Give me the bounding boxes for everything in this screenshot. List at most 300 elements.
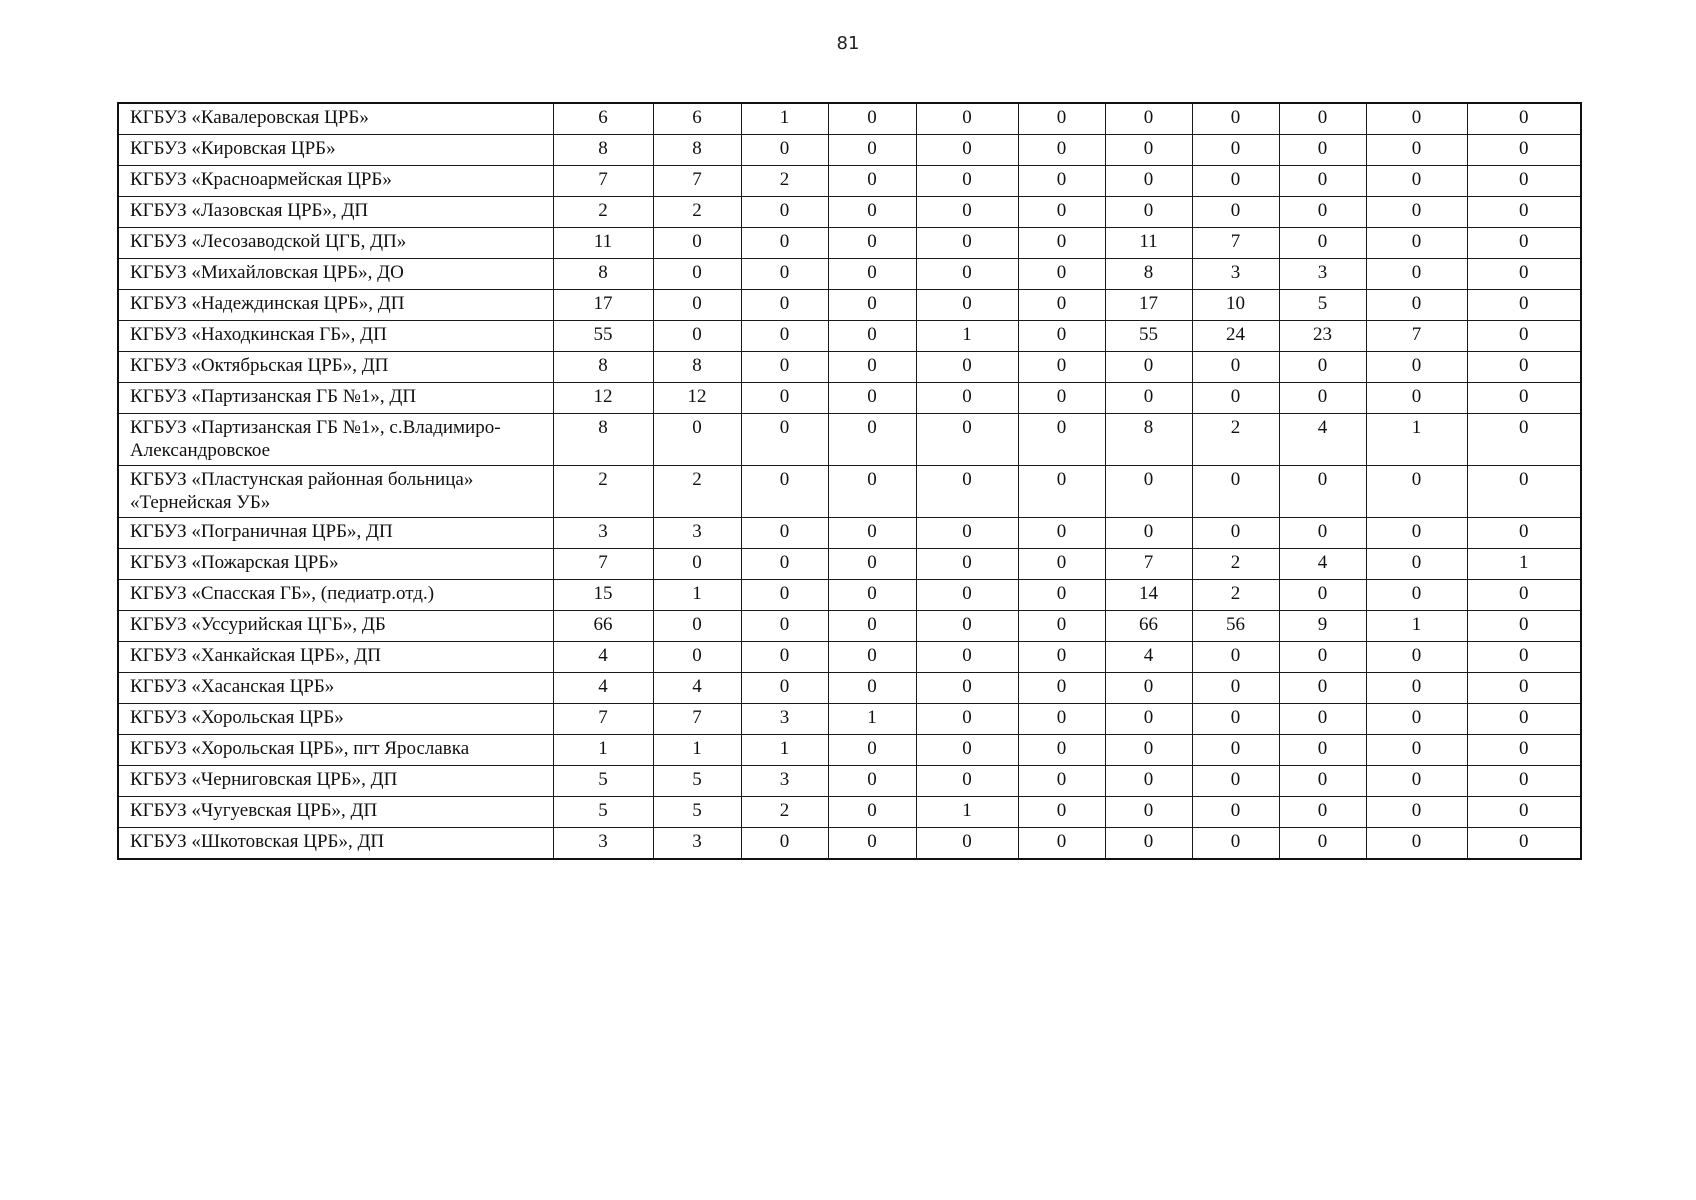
value-cell: 0 bbox=[916, 673, 1018, 704]
value-cell: 3 bbox=[653, 518, 741, 549]
value-cell: 0 bbox=[1192, 735, 1279, 766]
table-row bbox=[118, 797, 1581, 828]
value-cell: 0 bbox=[741, 549, 828, 580]
value-cell: 0 bbox=[1366, 166, 1467, 197]
value-cell: 0 bbox=[741, 642, 828, 673]
institution-name-cell: КГБУЗ «Спасская ГБ», (педиатр.отд.) bbox=[118, 580, 553, 611]
value-cell: 0 bbox=[1366, 735, 1467, 766]
value-cell: 0 bbox=[1192, 642, 1279, 673]
value-cell: 7 bbox=[1192, 228, 1279, 259]
value-cell: 0 bbox=[1105, 735, 1192, 766]
table-row bbox=[118, 766, 1581, 797]
table-row bbox=[118, 135, 1581, 166]
value-cell: 0 bbox=[916, 228, 1018, 259]
value-cell: 0 bbox=[653, 611, 741, 642]
value-cell: 0 bbox=[1192, 352, 1279, 383]
value-cell: 3 bbox=[553, 518, 653, 549]
value-cell: 2 bbox=[1192, 414, 1279, 466]
value-cell: 0 bbox=[1366, 228, 1467, 259]
value-cell: 0 bbox=[1279, 352, 1366, 383]
value-cell: 0 bbox=[1105, 197, 1192, 228]
value-cell: 0 bbox=[1018, 704, 1105, 735]
institution-name-cell: КГБУЗ «Кавалеровская ЦРБ» bbox=[118, 103, 553, 135]
institution-name-cell: КГБУЗ «Хорольская ЦРБ» bbox=[118, 704, 553, 735]
value-cell: 0 bbox=[916, 197, 1018, 228]
value-cell: 0 bbox=[1105, 166, 1192, 197]
value-cell: 0 bbox=[741, 580, 828, 611]
value-cell: 0 bbox=[916, 580, 1018, 611]
value-cell: 0 bbox=[1279, 466, 1366, 518]
value-cell: 0 bbox=[1018, 766, 1105, 797]
value-cell: 0 bbox=[741, 414, 828, 466]
value-cell: 0 bbox=[653, 414, 741, 466]
value-cell: 0 bbox=[1467, 466, 1581, 518]
institution-name-cell: КГБУЗ «Ханкайская ЦРБ», ДП bbox=[118, 642, 553, 673]
value-cell: 8 bbox=[553, 352, 653, 383]
value-cell: 0 bbox=[1279, 766, 1366, 797]
value-cell: 0 bbox=[828, 735, 916, 766]
value-cell: 0 bbox=[1105, 797, 1192, 828]
value-cell: 3 bbox=[553, 828, 653, 860]
table-row bbox=[118, 580, 1581, 611]
value-cell: 0 bbox=[1018, 383, 1105, 414]
value-cell: 0 bbox=[741, 466, 828, 518]
value-cell: 0 bbox=[1366, 828, 1467, 860]
value-cell: 6 bbox=[653, 103, 741, 135]
value-cell: 17 bbox=[553, 290, 653, 321]
value-cell: 0 bbox=[1467, 383, 1581, 414]
data-table bbox=[117, 102, 1582, 860]
value-cell: 2 bbox=[741, 166, 828, 197]
value-cell: 7 bbox=[553, 704, 653, 735]
value-cell: 0 bbox=[1192, 766, 1279, 797]
value-cell: 1 bbox=[916, 797, 1018, 828]
value-cell: 0 bbox=[1192, 135, 1279, 166]
value-cell: 0 bbox=[916, 135, 1018, 166]
value-cell: 0 bbox=[1467, 352, 1581, 383]
value-cell: 8 bbox=[1105, 414, 1192, 466]
value-cell: 0 bbox=[1018, 642, 1105, 673]
value-cell: 0 bbox=[916, 642, 1018, 673]
institution-name-cell: КГБУЗ «Михайловская ЦРБ», ДО bbox=[118, 259, 553, 290]
value-cell: 0 bbox=[1018, 197, 1105, 228]
value-cell: 0 bbox=[1192, 103, 1279, 135]
value-cell: 2 bbox=[553, 197, 653, 228]
value-cell: 0 bbox=[1279, 383, 1366, 414]
institution-name-cell: КГБУЗ «Пластунская районная больница» «Тернейская УБ» bbox=[118, 466, 553, 518]
value-cell: 0 bbox=[916, 549, 1018, 580]
value-cell: 2 bbox=[1192, 549, 1279, 580]
value-cell: 0 bbox=[1018, 673, 1105, 704]
value-cell: 11 bbox=[553, 228, 653, 259]
value-cell: 8 bbox=[553, 414, 653, 466]
table-row bbox=[118, 103, 1581, 135]
value-cell: 4 bbox=[553, 673, 653, 704]
value-cell: 4 bbox=[1279, 549, 1366, 580]
institution-name-cell: КГБУЗ «Уссурийская ЦГБ», ДБ bbox=[118, 611, 553, 642]
value-cell: 0 bbox=[653, 228, 741, 259]
value-cell: 5 bbox=[653, 766, 741, 797]
value-cell: 0 bbox=[916, 518, 1018, 549]
value-cell: 0 bbox=[1192, 466, 1279, 518]
value-cell: 0 bbox=[828, 611, 916, 642]
value-cell: 0 bbox=[916, 383, 1018, 414]
value-cell: 0 bbox=[1366, 642, 1467, 673]
value-cell: 0 bbox=[1467, 166, 1581, 197]
table-row bbox=[118, 673, 1581, 704]
page-number: 81 bbox=[836, 33, 860, 54]
value-cell: 0 bbox=[828, 197, 916, 228]
value-cell: 0 bbox=[828, 166, 916, 197]
value-cell: 0 bbox=[1279, 518, 1366, 549]
value-cell: 1 bbox=[553, 735, 653, 766]
table-row bbox=[118, 259, 1581, 290]
value-cell: 6 bbox=[553, 103, 653, 135]
value-cell: 0 bbox=[1467, 766, 1581, 797]
value-cell: 0 bbox=[1105, 135, 1192, 166]
value-cell: 0 bbox=[1467, 290, 1581, 321]
value-cell: 0 bbox=[1467, 135, 1581, 166]
value-cell: 0 bbox=[653, 549, 741, 580]
value-cell: 2 bbox=[653, 197, 741, 228]
value-cell: 0 bbox=[1467, 518, 1581, 549]
value-cell: 0 bbox=[1467, 735, 1581, 766]
value-cell: 0 bbox=[653, 290, 741, 321]
institution-name-cell: КГБУЗ «Пограничная ЦРБ», ДП bbox=[118, 518, 553, 549]
value-cell: 0 bbox=[1467, 321, 1581, 352]
table-row bbox=[118, 383, 1581, 414]
value-cell: 5 bbox=[1279, 290, 1366, 321]
value-cell: 0 bbox=[1192, 166, 1279, 197]
value-cell: 0 bbox=[1192, 704, 1279, 735]
value-cell: 8 bbox=[653, 135, 741, 166]
institution-name-cell: КГБУЗ «Партизанская ГБ №1», ДП bbox=[118, 383, 553, 414]
value-cell: 0 bbox=[741, 228, 828, 259]
value-cell: 0 bbox=[1018, 103, 1105, 135]
institution-name-cell: КГБУЗ «Октябрьская ЦРБ», ДП bbox=[118, 352, 553, 383]
value-cell: 0 bbox=[916, 259, 1018, 290]
value-cell: 0 bbox=[1467, 704, 1581, 735]
value-cell: 0 bbox=[1467, 103, 1581, 135]
table-row bbox=[118, 466, 1581, 518]
table-row bbox=[118, 549, 1581, 580]
value-cell: 0 bbox=[1467, 828, 1581, 860]
value-cell: 0 bbox=[828, 673, 916, 704]
value-cell: 0 bbox=[1018, 611, 1105, 642]
value-cell: 0 bbox=[916, 290, 1018, 321]
value-cell: 0 bbox=[1018, 259, 1105, 290]
institution-name-cell: КГБУЗ «Красноармейская ЦРБ» bbox=[118, 166, 553, 197]
value-cell: 0 bbox=[1018, 414, 1105, 466]
value-cell: 3 bbox=[653, 828, 741, 860]
value-cell: 0 bbox=[1366, 466, 1467, 518]
value-cell: 0 bbox=[1018, 797, 1105, 828]
value-cell: 1 bbox=[653, 735, 741, 766]
value-cell: 2 bbox=[553, 466, 653, 518]
institution-name-cell: КГБУЗ «Хорольская ЦРБ», пгт Ярославка bbox=[118, 735, 553, 766]
value-cell: 7 bbox=[653, 704, 741, 735]
value-cell: 7 bbox=[1366, 321, 1467, 352]
value-cell: 2 bbox=[1192, 580, 1279, 611]
value-cell: 0 bbox=[1279, 797, 1366, 828]
value-cell: 0 bbox=[1279, 735, 1366, 766]
value-cell: 0 bbox=[1018, 352, 1105, 383]
value-cell: 0 bbox=[1279, 580, 1366, 611]
value-cell: 0 bbox=[1366, 290, 1467, 321]
value-cell: 7 bbox=[553, 549, 653, 580]
value-cell: 0 bbox=[1467, 673, 1581, 704]
value-cell: 0 bbox=[828, 321, 916, 352]
value-cell: 0 bbox=[741, 383, 828, 414]
institution-name-cell: КГБУЗ «Пожарская ЦРБ» bbox=[118, 549, 553, 580]
value-cell: 9 bbox=[1279, 611, 1366, 642]
value-cell: 0 bbox=[1279, 166, 1366, 197]
value-cell: 23 bbox=[1279, 321, 1366, 352]
value-cell: 0 bbox=[1366, 383, 1467, 414]
value-cell: 0 bbox=[828, 828, 916, 860]
value-cell: 0 bbox=[1279, 828, 1366, 860]
value-cell: 1 bbox=[828, 704, 916, 735]
institution-name-cell: КГБУЗ «Партизанская ГБ №1», с.Владимиро-Александровское bbox=[118, 414, 553, 466]
value-cell: 0 bbox=[828, 642, 916, 673]
value-cell: 0 bbox=[741, 673, 828, 704]
value-cell: 12 bbox=[553, 383, 653, 414]
value-cell: 0 bbox=[1192, 518, 1279, 549]
value-cell: 0 bbox=[1366, 197, 1467, 228]
value-cell: 15 bbox=[553, 580, 653, 611]
table-row bbox=[118, 414, 1581, 466]
value-cell: 1 bbox=[916, 321, 1018, 352]
table-row bbox=[118, 611, 1581, 642]
table-row bbox=[118, 704, 1581, 735]
value-cell: 1 bbox=[653, 580, 741, 611]
value-cell: 3 bbox=[1279, 259, 1366, 290]
value-cell: 7 bbox=[1105, 549, 1192, 580]
table-row bbox=[118, 290, 1581, 321]
value-cell: 8 bbox=[553, 259, 653, 290]
institution-name-cell: КГБУЗ «Лесозаводской ЦГБ, ДП» bbox=[118, 228, 553, 259]
value-cell: 3 bbox=[741, 766, 828, 797]
value-cell: 0 bbox=[1018, 135, 1105, 166]
value-cell: 0 bbox=[741, 828, 828, 860]
table-row bbox=[118, 828, 1581, 860]
table-row bbox=[118, 352, 1581, 383]
value-cell: 0 bbox=[1467, 611, 1581, 642]
value-cell: 8 bbox=[1105, 259, 1192, 290]
value-cell: 0 bbox=[1018, 228, 1105, 259]
value-cell: 0 bbox=[1366, 673, 1467, 704]
table-row bbox=[118, 197, 1581, 228]
value-cell: 8 bbox=[653, 352, 741, 383]
value-cell: 0 bbox=[1467, 414, 1581, 466]
value-cell: 8 bbox=[553, 135, 653, 166]
value-cell: 0 bbox=[1018, 466, 1105, 518]
table-row bbox=[118, 166, 1581, 197]
value-cell: 1 bbox=[1366, 414, 1467, 466]
value-cell: 0 bbox=[741, 197, 828, 228]
value-cell: 0 bbox=[1192, 673, 1279, 704]
value-cell: 0 bbox=[1366, 797, 1467, 828]
value-cell: 0 bbox=[1105, 828, 1192, 860]
value-cell: 0 bbox=[741, 135, 828, 166]
value-cell: 0 bbox=[916, 352, 1018, 383]
value-cell: 0 bbox=[828, 259, 916, 290]
value-cell: 0 bbox=[1467, 580, 1581, 611]
value-cell: 0 bbox=[653, 642, 741, 673]
value-cell: 0 bbox=[741, 518, 828, 549]
value-cell: 4 bbox=[1279, 414, 1366, 466]
value-cell: 2 bbox=[741, 797, 828, 828]
institution-name-cell: КГБУЗ «Лазовская ЦРБ», ДП bbox=[118, 197, 553, 228]
value-cell: 14 bbox=[1105, 580, 1192, 611]
value-cell: 0 bbox=[1366, 135, 1467, 166]
value-cell: 0 bbox=[1279, 197, 1366, 228]
value-cell: 0 bbox=[741, 290, 828, 321]
value-cell: 0 bbox=[1105, 704, 1192, 735]
value-cell: 0 bbox=[1018, 166, 1105, 197]
value-cell: 0 bbox=[1467, 797, 1581, 828]
value-cell: 0 bbox=[828, 414, 916, 466]
value-cell: 0 bbox=[916, 766, 1018, 797]
value-cell: 3 bbox=[741, 704, 828, 735]
value-cell: 17 bbox=[1105, 290, 1192, 321]
value-cell: 56 bbox=[1192, 611, 1279, 642]
value-cell: 0 bbox=[1192, 797, 1279, 828]
value-cell: 0 bbox=[1192, 197, 1279, 228]
value-cell: 0 bbox=[1105, 673, 1192, 704]
value-cell: 0 bbox=[916, 611, 1018, 642]
value-cell: 0 bbox=[1366, 518, 1467, 549]
value-cell: 7 bbox=[553, 166, 653, 197]
value-cell: 0 bbox=[828, 466, 916, 518]
value-cell: 0 bbox=[1192, 383, 1279, 414]
table-body bbox=[118, 103, 1581, 859]
institution-name-cell: КГБУЗ «Хасанская ЦРБ» bbox=[118, 673, 553, 704]
value-cell: 0 bbox=[1105, 352, 1192, 383]
institution-name-cell: КГБУЗ «Кировская ЦРБ» bbox=[118, 135, 553, 166]
value-cell: 55 bbox=[553, 321, 653, 352]
value-cell: 0 bbox=[1467, 642, 1581, 673]
table-row bbox=[118, 321, 1581, 352]
value-cell: 0 bbox=[1366, 103, 1467, 135]
value-cell: 0 bbox=[1018, 735, 1105, 766]
value-cell: 0 bbox=[741, 352, 828, 383]
value-cell: 0 bbox=[741, 259, 828, 290]
value-cell: 3 bbox=[1192, 259, 1279, 290]
value-cell: 0 bbox=[916, 166, 1018, 197]
value-cell: 12 bbox=[653, 383, 741, 414]
value-cell: 0 bbox=[741, 611, 828, 642]
institution-name-cell: КГБУЗ «Надеждинская ЦРБ», ДП bbox=[118, 290, 553, 321]
value-cell: 0 bbox=[1105, 518, 1192, 549]
value-cell: 4 bbox=[553, 642, 653, 673]
institution-name-cell: КГБУЗ «Шкотовская ЦРБ», ДП bbox=[118, 828, 553, 860]
value-cell: 0 bbox=[916, 414, 1018, 466]
value-cell: 10 bbox=[1192, 290, 1279, 321]
value-cell: 0 bbox=[1018, 290, 1105, 321]
institution-name-cell: КГБУЗ «Находкинская ГБ», ДП bbox=[118, 321, 553, 352]
value-cell: 0 bbox=[1018, 321, 1105, 352]
value-cell: 0 bbox=[1366, 580, 1467, 611]
value-cell: 7 bbox=[653, 166, 741, 197]
value-cell: 0 bbox=[1366, 766, 1467, 797]
value-cell: 0 bbox=[1105, 466, 1192, 518]
value-cell: 0 bbox=[1279, 673, 1366, 704]
value-cell: 0 bbox=[1366, 549, 1467, 580]
value-cell: 0 bbox=[1105, 383, 1192, 414]
value-cell: 0 bbox=[1467, 197, 1581, 228]
value-cell: 0 bbox=[1366, 259, 1467, 290]
value-cell: 0 bbox=[828, 103, 916, 135]
value-cell: 0 bbox=[1366, 352, 1467, 383]
institution-name-cell: КГБУЗ «Черниговская ЦРБ», ДП bbox=[118, 766, 553, 797]
value-cell: 0 bbox=[916, 828, 1018, 860]
value-cell: 0 bbox=[741, 321, 828, 352]
value-cell: 0 bbox=[828, 135, 916, 166]
table-row bbox=[118, 228, 1581, 259]
value-cell: 1 bbox=[741, 735, 828, 766]
value-cell: 24 bbox=[1192, 321, 1279, 352]
value-cell: 0 bbox=[828, 290, 916, 321]
value-cell: 0 bbox=[1018, 518, 1105, 549]
value-cell: 0 bbox=[828, 518, 916, 549]
value-cell: 4 bbox=[653, 673, 741, 704]
value-cell: 0 bbox=[653, 321, 741, 352]
institution-name-cell: КГБУЗ «Чугуевская ЦРБ», ДП bbox=[118, 797, 553, 828]
value-cell: 5 bbox=[553, 766, 653, 797]
value-cell: 1 bbox=[741, 103, 828, 135]
value-cell: 0 bbox=[1467, 259, 1581, 290]
value-cell: 0 bbox=[828, 549, 916, 580]
value-cell: 0 bbox=[828, 580, 916, 611]
value-cell: 1 bbox=[1366, 611, 1467, 642]
table-row bbox=[118, 518, 1581, 549]
value-cell: 0 bbox=[1279, 135, 1366, 166]
value-cell: 5 bbox=[553, 797, 653, 828]
value-cell: 0 bbox=[828, 383, 916, 414]
value-cell: 0 bbox=[1467, 228, 1581, 259]
value-cell: 0 bbox=[1279, 704, 1366, 735]
value-cell: 2 bbox=[653, 466, 741, 518]
value-cell: 0 bbox=[1279, 642, 1366, 673]
value-cell: 0 bbox=[1105, 766, 1192, 797]
value-cell: 0 bbox=[828, 352, 916, 383]
value-cell: 5 bbox=[653, 797, 741, 828]
value-cell: 0 bbox=[1018, 828, 1105, 860]
value-cell: 11 bbox=[1105, 228, 1192, 259]
value-cell: 0 bbox=[653, 259, 741, 290]
value-cell: 0 bbox=[1105, 103, 1192, 135]
value-cell: 1 bbox=[1467, 549, 1581, 580]
value-cell: 0 bbox=[828, 797, 916, 828]
value-cell: 4 bbox=[1105, 642, 1192, 673]
value-cell: 0 bbox=[916, 704, 1018, 735]
value-cell: 0 bbox=[1279, 228, 1366, 259]
value-cell: 55 bbox=[1105, 321, 1192, 352]
value-cell: 0 bbox=[1018, 549, 1105, 580]
value-cell: 0 bbox=[1192, 828, 1279, 860]
value-cell: 0 bbox=[916, 103, 1018, 135]
value-cell: 0 bbox=[1366, 704, 1467, 735]
value-cell: 0 bbox=[1018, 580, 1105, 611]
value-cell: 66 bbox=[553, 611, 653, 642]
value-cell: 0 bbox=[828, 228, 916, 259]
table-row bbox=[118, 735, 1581, 766]
table-row bbox=[118, 642, 1581, 673]
value-cell: 0 bbox=[828, 766, 916, 797]
value-cell: 0 bbox=[916, 735, 1018, 766]
value-cell: 0 bbox=[1279, 103, 1366, 135]
